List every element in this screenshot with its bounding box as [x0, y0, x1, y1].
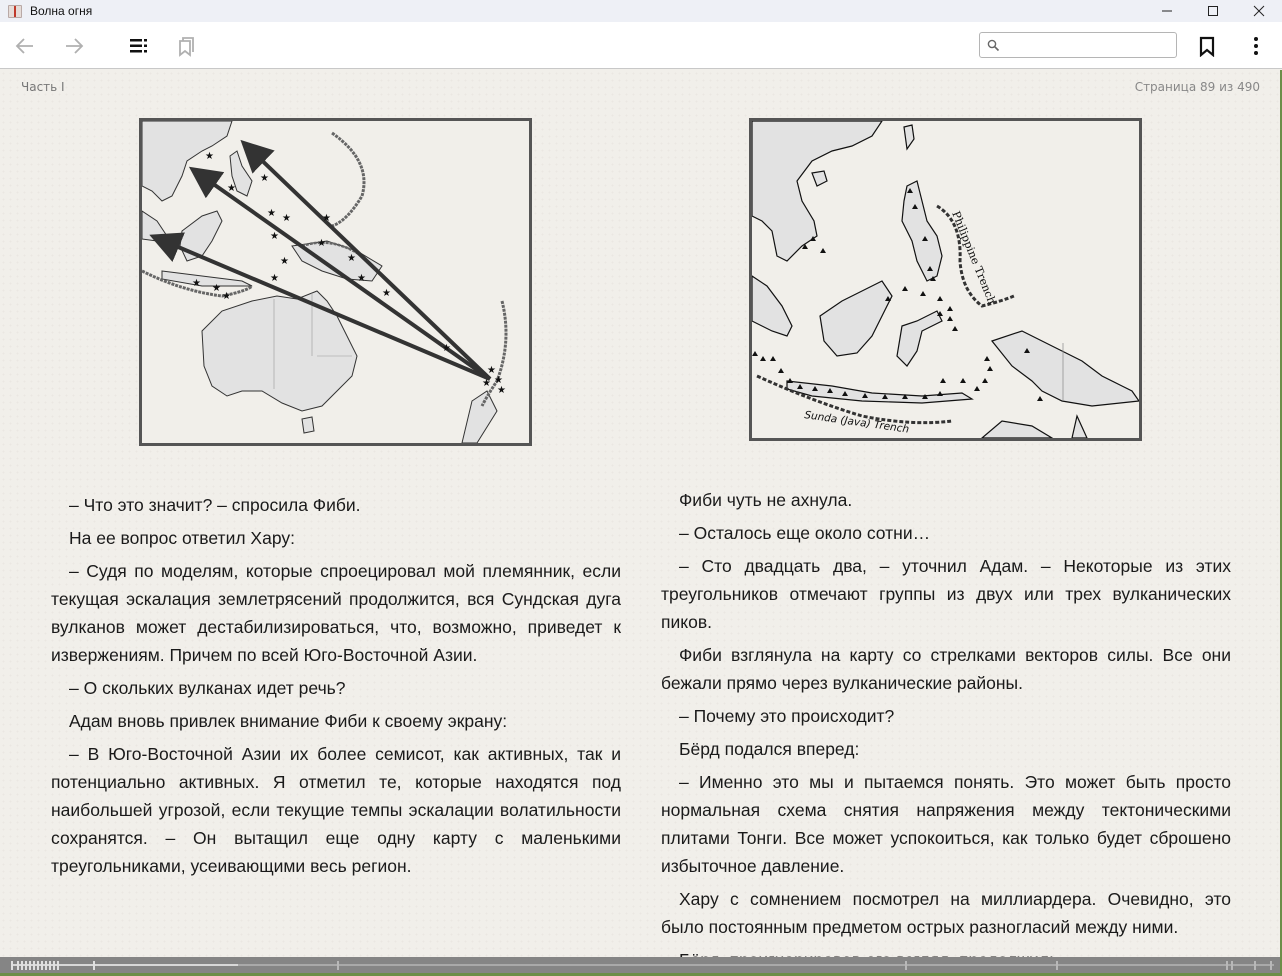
- chapter-tick[interactable]: [29, 961, 31, 970]
- table-of-contents-icon: [128, 35, 150, 57]
- map-force-vectors-image: [142, 121, 529, 443]
- app-book-icon: [8, 5, 22, 18]
- bookmarks-icon: [175, 35, 197, 57]
- svg-text:★: ★: [322, 213, 331, 224]
- chapter-tick[interactable]: [1226, 961, 1228, 970]
- minimize-button[interactable]: [1144, 0, 1190, 22]
- more-menu-button[interactable]: [1242, 32, 1270, 60]
- reading-progress-bar[interactable]: [0, 957, 1280, 973]
- paragraph: – Почему это происходит?: [679, 706, 895, 726]
- svg-text:★: ★: [280, 256, 289, 267]
- paragraph: Бёрд подался вперед:: [679, 739, 860, 759]
- chapter-tick[interactable]: [1231, 961, 1233, 970]
- reader-toolbar: [0, 22, 1282, 69]
- chapter-tick[interactable]: [41, 961, 43, 970]
- sunda-trench-label: Sunda (Java) Trench: [803, 409, 910, 436]
- paragraph: – Что это значит? – спросила Фиби.: [69, 495, 361, 515]
- paragraph: – Судя по моделям, которые спроецировал мой племянник, если текущая эскалация землетрясений продолжится, вся Сундская дуга вулканов может дестабилизироваться, что, возможно, приведет к извержениям. Причем по всей Юго-Восточной Азии.: [51, 561, 621, 665]
- chapter-tick[interactable]: [37, 961, 39, 970]
- svg-text:★: ★: [357, 273, 366, 284]
- chapter-tick[interactable]: [57, 961, 59, 970]
- back-button[interactable]: [11, 32, 39, 60]
- chapter-tick[interactable]: [33, 961, 35, 970]
- chapter-tick[interactable]: [337, 961, 339, 970]
- maximize-button[interactable]: [1190, 0, 1236, 22]
- more-vertical-icon: [1245, 35, 1267, 57]
- left-page-text: [51, 491, 621, 885]
- bookmark-icon: [1196, 35, 1218, 57]
- svg-text:★: ★: [442, 343, 451, 354]
- paragraph: – Сто двадцать два, – уточнил Адам. – Некоторые из этих треугольников отмечают группы из двух или трех вулканических пиков.: [661, 556, 1231, 632]
- section-title: Часть I: [21, 80, 65, 94]
- minimize-icon: [1161, 5, 1173, 17]
- paragraph: – В Юго-Восточной Азии их более семисот, как активных, так и потенциально активных. Я отметил те, которые находятся под наибольшей угрозой, если текущие темпы эскалации волатильности сохранятся. – Он вытащил еще одну карту с маленькими треугольниками, усеивающими весь регион.: [51, 744, 621, 876]
- svg-text:★: ★: [212, 283, 221, 294]
- svg-text:★: ★: [192, 278, 201, 289]
- paragraph: – О скольких вулканах идет речь?: [69, 678, 346, 698]
- bookmark-page-button[interactable]: [1193, 32, 1221, 60]
- svg-text:★: ★: [317, 238, 326, 249]
- paragraph: Фиби взглянула на карту со стрелками векторов силы. Все они бежали прямо через вулканические районы.: [661, 645, 1231, 693]
- paragraph: Адам вновь привлек внимание Фиби к своему экрану:: [69, 711, 508, 731]
- svg-text:★: ★: [260, 173, 269, 184]
- svg-text:★: ★: [282, 213, 291, 224]
- map-force-vectors: [139, 118, 532, 446]
- chapter-tick[interactable]: [25, 961, 27, 970]
- svg-text:★: ★: [482, 378, 491, 389]
- paragraph: – Осталось еще около сотни…: [679, 523, 931, 543]
- svg-text:★: ★: [487, 365, 496, 376]
- paragraph: Хару с сомнением посмотрел на миллиардера. Очевидно, это было постоянным предметом острых разногласий между ними.: [661, 889, 1231, 937]
- paragraph: – Именно это мы и пытаемся понять. Это может быть просто нормальная схема снятия напряжения между тектоническими плитами Тонги. Все может успокоиться, как только будет сброшено избыточное давление.: [661, 772, 1231, 876]
- svg-text:★: ★: [270, 273, 279, 284]
- close-button[interactable]: [1236, 0, 1282, 22]
- chapter-tick[interactable]: [21, 961, 23, 970]
- forward-button[interactable]: [60, 32, 88, 60]
- search-icon: [987, 39, 1000, 52]
- chapter-tick[interactable]: [1056, 961, 1058, 970]
- window-controls: [1144, 0, 1282, 22]
- svg-text:★: ★: [227, 183, 236, 194]
- svg-text:★: ★: [347, 253, 356, 264]
- paragraph: На ее вопрос ответил Хару:: [69, 528, 295, 548]
- page-indicator: Страница 89 из 490: [1134, 80, 1260, 94]
- chapter-tick[interactable]: [11, 961, 13, 970]
- svg-text:★: ★: [205, 151, 214, 162]
- svg-text:★: ★: [382, 288, 391, 299]
- chapter-tick[interactable]: [17, 961, 19, 970]
- chapter-tick[interactable]: [905, 961, 907, 970]
- window-title: Волна огня: [30, 4, 93, 18]
- paragraph: Фиби чуть не ахнула.: [679, 490, 853, 510]
- chapter-tick[interactable]: [53, 961, 55, 970]
- philippine-trench-label: Philippine Trench: [949, 209, 999, 307]
- svg-text:★: ★: [270, 231, 279, 242]
- search-input[interactable]: [1004, 35, 1172, 55]
- table-of-contents-button[interactable]: [125, 32, 153, 60]
- maximize-icon: [1207, 5, 1219, 17]
- map-volcanoes: [749, 118, 1142, 441]
- svg-text:★: ★: [267, 208, 276, 219]
- svg-text:★: ★: [494, 375, 503, 386]
- chapter-tick[interactable]: [49, 961, 51, 970]
- chapter-tick[interactable]: [45, 961, 47, 970]
- title-bar: [0, 0, 1282, 22]
- chapter-tick[interactable]: [1254, 961, 1256, 970]
- bookmarks-list-button[interactable]: [172, 32, 200, 60]
- search-field[interactable]: [979, 32, 1177, 58]
- chapter-tick[interactable]: [1270, 961, 1272, 970]
- svg-text:★: ★: [222, 291, 231, 302]
- svg-text:★: ★: [497, 385, 506, 396]
- close-icon: [1253, 5, 1265, 17]
- chapter-tick[interactable]: [93, 961, 95, 970]
- arrow-right-icon: [63, 35, 85, 57]
- map-volcanoes-image: [752, 121, 1139, 438]
- right-page-text: [661, 486, 1231, 976]
- arrow-left-icon: [14, 35, 36, 57]
